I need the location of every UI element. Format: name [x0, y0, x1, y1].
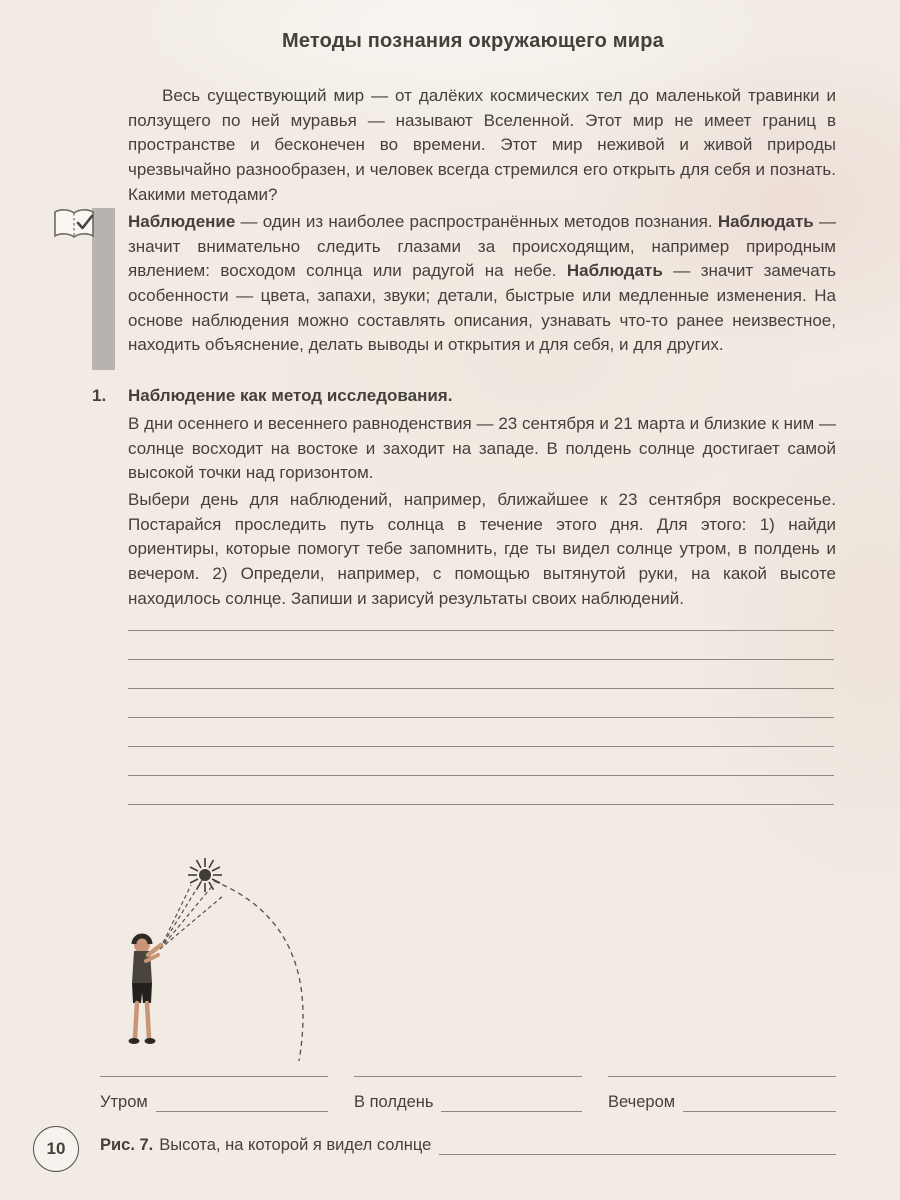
page-number-badge: 10: [33, 1126, 79, 1172]
figure-caption-number: Рис. 7.: [100, 1136, 154, 1154]
term-nablyudenie: Наблюдение: [128, 212, 236, 231]
task-heading: Наблюдение как метод исследования.: [128, 386, 453, 405]
boy-figure: [129, 936, 162, 1044]
term-nablyudat-1: Наблюдать: [717, 212, 814, 231]
answer-line: [128, 718, 834, 747]
intro-paragraph: Весь существующий мир — от далёких космических тел до маленькой травинки и ползущего по ней муравья — называют Вселенной. Этот мир не имеет границ в пространстве и бесконечен во времени. Этот мир неживой и живой природы чрезвычайно разнообразен, и человек всегда стремился его открыть для себя и познать. Какими методами?: [128, 86, 836, 204]
definition-text: — один из наиболее распространённых методов познания.: [235, 212, 718, 231]
answer-line: [439, 1136, 836, 1155]
task-number: 1.: [92, 386, 107, 405]
answer-line: [128, 660, 834, 689]
task-paragraph-2: Выбери день для наблюдений, например, ближайшее к 23 сентября воскресенье. Постарайся проследить путь солнца в течение этого дня. Для этого: 1) найди ориентиры, которые помогут тебе запомнить, где ты видел солнце утром, в полдень и вечером. 2) Определи, например, с помощью вытянутой руки, на какой высоте находилось солнце. Запиши и зарисуй результаты своих наблюдений.: [128, 490, 836, 608]
evening-label: Вечером: [608, 1093, 676, 1111]
definition-paragraph: [128, 210, 836, 358]
answer-line: [128, 602, 834, 631]
answer-line: [608, 1076, 836, 1077]
answer-line: [128, 631, 834, 660]
answer-line: [128, 747, 834, 776]
evening-column: [608, 1076, 836, 1112]
morning-column: [100, 1076, 328, 1112]
notebook-check-icon: [50, 205, 98, 245]
answer-lines-block: [128, 602, 834, 805]
answer-line: [128, 776, 834, 805]
boy-observing-sun-illustration: [90, 833, 650, 1081]
answer-line: [683, 1093, 836, 1112]
figure-caption: [100, 1136, 836, 1155]
noon-label: В полдень: [354, 1093, 434, 1111]
answer-line: [354, 1076, 582, 1077]
figure-caption-text: Высота, на которой я видел солнце: [159, 1136, 432, 1154]
sight-lines: [160, 880, 223, 949]
answer-line: [441, 1093, 582, 1112]
task-paragraph-1: В дни осеннего и весеннего равноденствия — 23 сентября и 21 марта и близкие к ним — солнце восходит на востоке и заходит на западе. В полдень солнце достигает самой высокой точки над горизонтом.: [128, 414, 836, 483]
page-title: Методы познания окружающего мира: [282, 30, 664, 52]
morning-label: Утром: [100, 1093, 148, 1111]
definition-text: — значит внимательно следить глазами за происходящим, например природным явлением: восходом солнца или радугой на небе.: [128, 212, 836, 281]
observation-labels-row: [100, 1076, 836, 1112]
noon-column: [354, 1076, 582, 1112]
answer-line: [156, 1093, 328, 1112]
answer-line: [100, 1076, 328, 1077]
sun-icon: [188, 858, 222, 892]
answer-line: [128, 689, 834, 718]
term-nablyudat-2: Наблюдать: [566, 261, 663, 281]
definition-text: — значит замечать особенности — цвета, запахи, звуки; детали, быстрые или медленные изменения. На основе наблюдения можно составлять описания, узнавать что-то ранее неизвестное, находить объяснение, делать выводы и открытия и для себя, и для других.: [128, 261, 836, 355]
sun-path-arc: [214, 881, 303, 1061]
